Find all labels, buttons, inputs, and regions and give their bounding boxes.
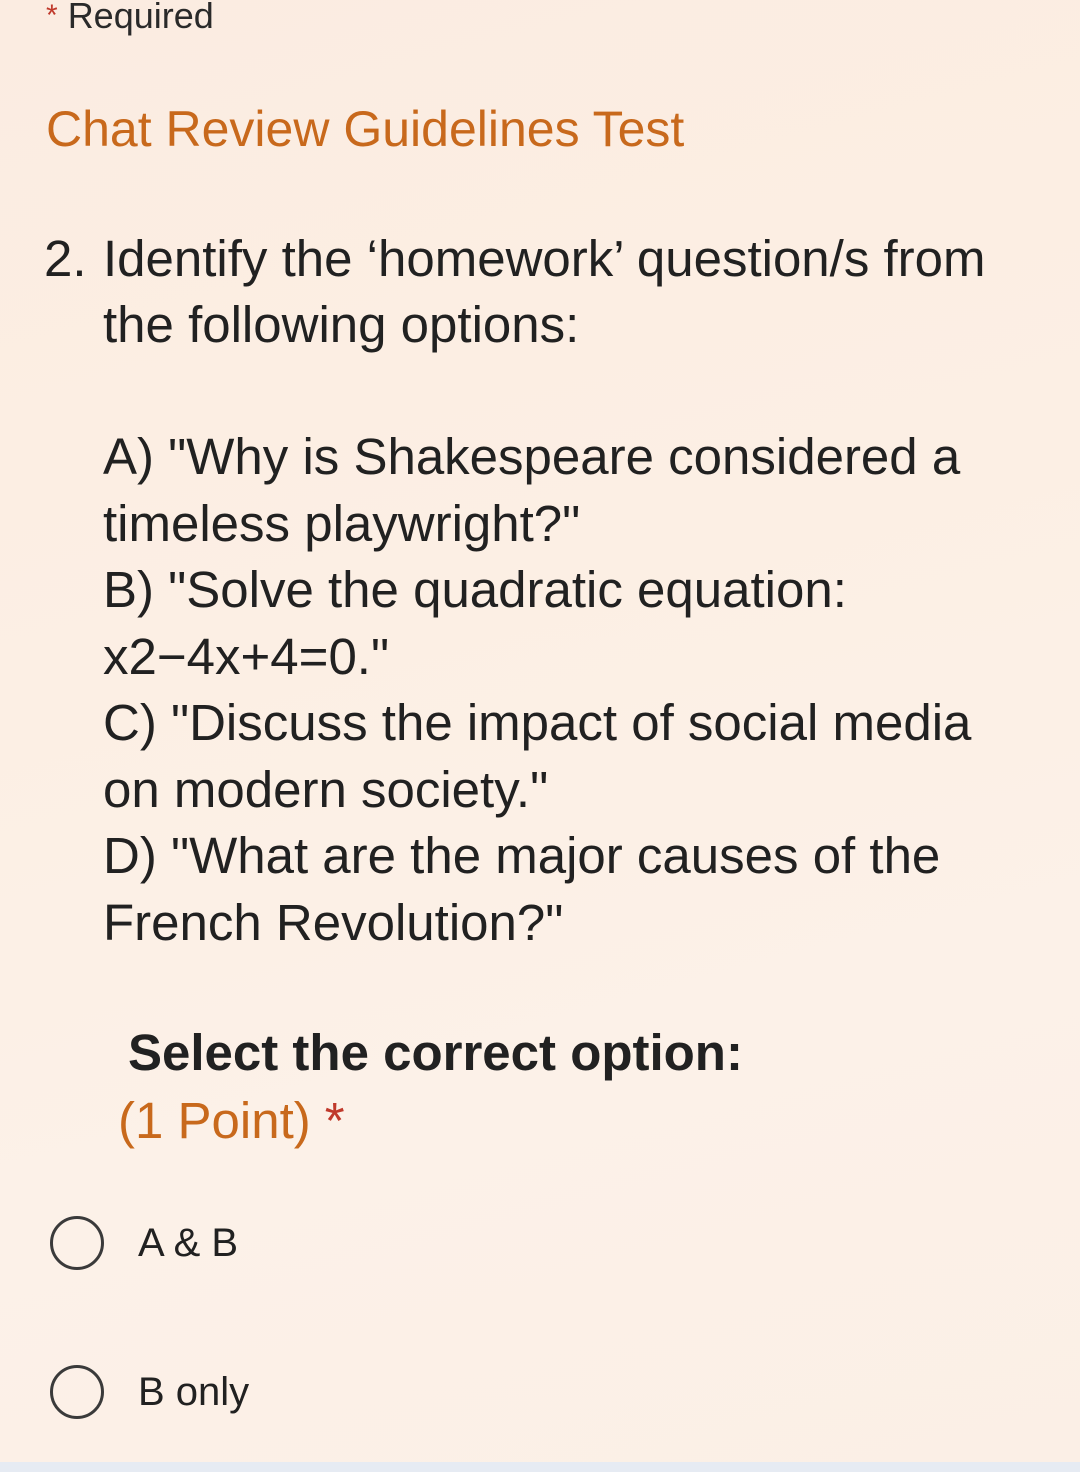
- option-b-text: B) "Solve the quadratic equation: x2−4x+4=0.": [103, 561, 847, 685]
- points-line: [118, 1088, 345, 1154]
- radio-button[interactable]: [50, 1216, 104, 1270]
- option-d-text: D) "What are the major causes of the French Revolution?": [103, 827, 941, 951]
- question-number: 2.: [44, 230, 87, 287]
- question-text: Identify the ‘homework’ question/s from the following options:: [103, 230, 986, 353]
- required-label: Required: [67, 0, 214, 36]
- required-star-icon: *: [46, 0, 58, 32]
- required-star-icon: *: [324, 1092, 345, 1149]
- required-note: [46, 0, 214, 38]
- question-options: [103, 424, 1023, 956]
- option-a-text: A) "Why is Shakespeare considered a timeless playwright?": [103, 428, 961, 552]
- radio-button[interactable]: [50, 1365, 104, 1419]
- choice-a-and-b[interactable]: [50, 1216, 238, 1270]
- form-title: Chat Review Guidelines Test: [46, 101, 685, 157]
- bottom-divider: [0, 1462, 1080, 1472]
- question-block: [44, 226, 1034, 358]
- choice-b-only[interactable]: [50, 1365, 249, 1419]
- select-prompt: Select the correct option:: [128, 1024, 743, 1081]
- choice-label: A & B: [138, 1221, 239, 1265]
- points-label: (1 Point): [118, 1092, 311, 1149]
- option-c-text: C) "Discuss the impact of social media on modern society.": [103, 694, 972, 818]
- choice-label: B only: [138, 1370, 250, 1414]
